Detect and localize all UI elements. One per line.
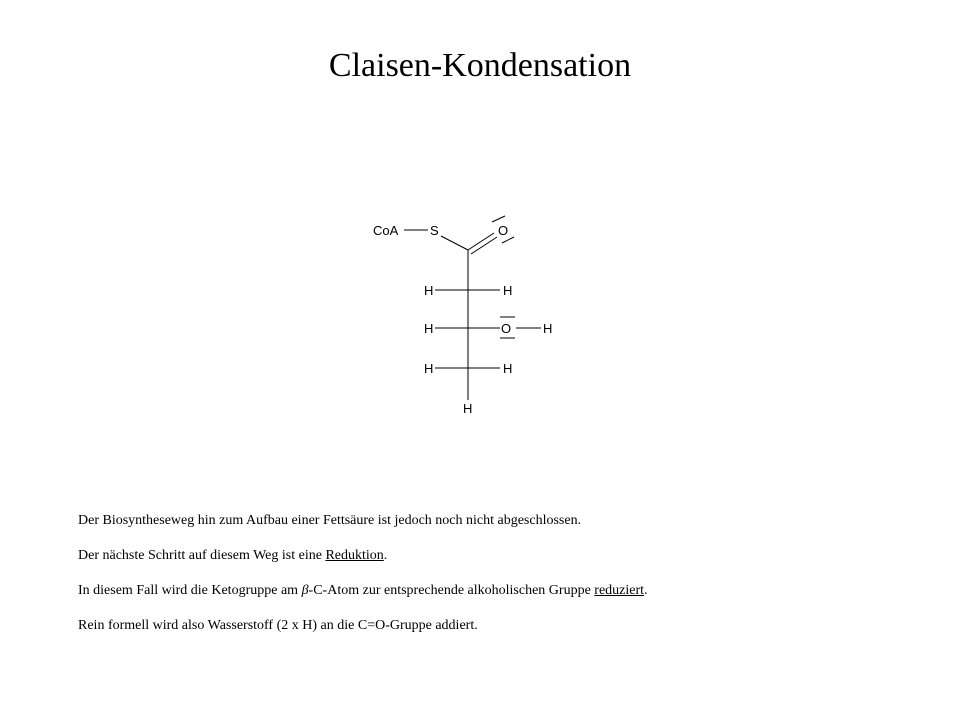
h-row1-left-label: H bbox=[424, 283, 434, 298]
carbonyl-o-lone-pair-1 bbox=[492, 216, 505, 222]
paragraph-2-text: Der nächste Schritt auf diesem Weg ist eine bbox=[78, 548, 326, 563]
explanation-text bbox=[78, 512, 898, 652]
paragraph-3 bbox=[78, 582, 898, 600]
h-row2-left-label: H bbox=[424, 321, 434, 336]
paragraph-3-text: In diesem Fall wird die Ketogruppe am bbox=[78, 583, 302, 598]
structural-formula-diagram bbox=[360, 200, 580, 430]
paragraph-1: Der Biosyntheseweg hin zum Aufbau einer Fettsäure ist jedoch noch nicht abgeschlossen. bbox=[78, 513, 582, 528]
paragraph-2-end: . bbox=[383, 548, 388, 563]
h-bottom-label: H bbox=[463, 401, 473, 416]
paragraph-4: Rein formell wird also Wasserstoff (2 x H) an die C=O-Gruppe addiert. bbox=[78, 618, 478, 633]
h-row3-left-label: H bbox=[424, 361, 434, 376]
beta-symbol: β bbox=[301, 583, 309, 598]
s-c1-bond bbox=[441, 236, 468, 250]
hydroxyl-oxygen-label: O bbox=[501, 321, 512, 336]
h-row3-right-label: H bbox=[503, 361, 513, 376]
paragraph-3-middle: -C-Atom zur entsprechende alkoholischen Gruppe bbox=[308, 583, 595, 598]
coa-label: CoA bbox=[373, 223, 399, 238]
sulfur-label: S bbox=[430, 223, 439, 238]
paragraph-3-end: . bbox=[644, 583, 648, 598]
hydroxyl-hydrogen-label: H bbox=[543, 321, 553, 336]
paragraph-2 bbox=[78, 547, 898, 565]
reduktion-link[interactable]: Reduktion bbox=[325, 548, 384, 563]
reduziert-link[interactable]: reduziert bbox=[594, 583, 645, 598]
h-row1-right-label: H bbox=[503, 283, 513, 298]
slide-title: Claisen-Kondensation bbox=[328, 47, 632, 84]
carbonyl-oxygen-label: O bbox=[498, 223, 509, 238]
